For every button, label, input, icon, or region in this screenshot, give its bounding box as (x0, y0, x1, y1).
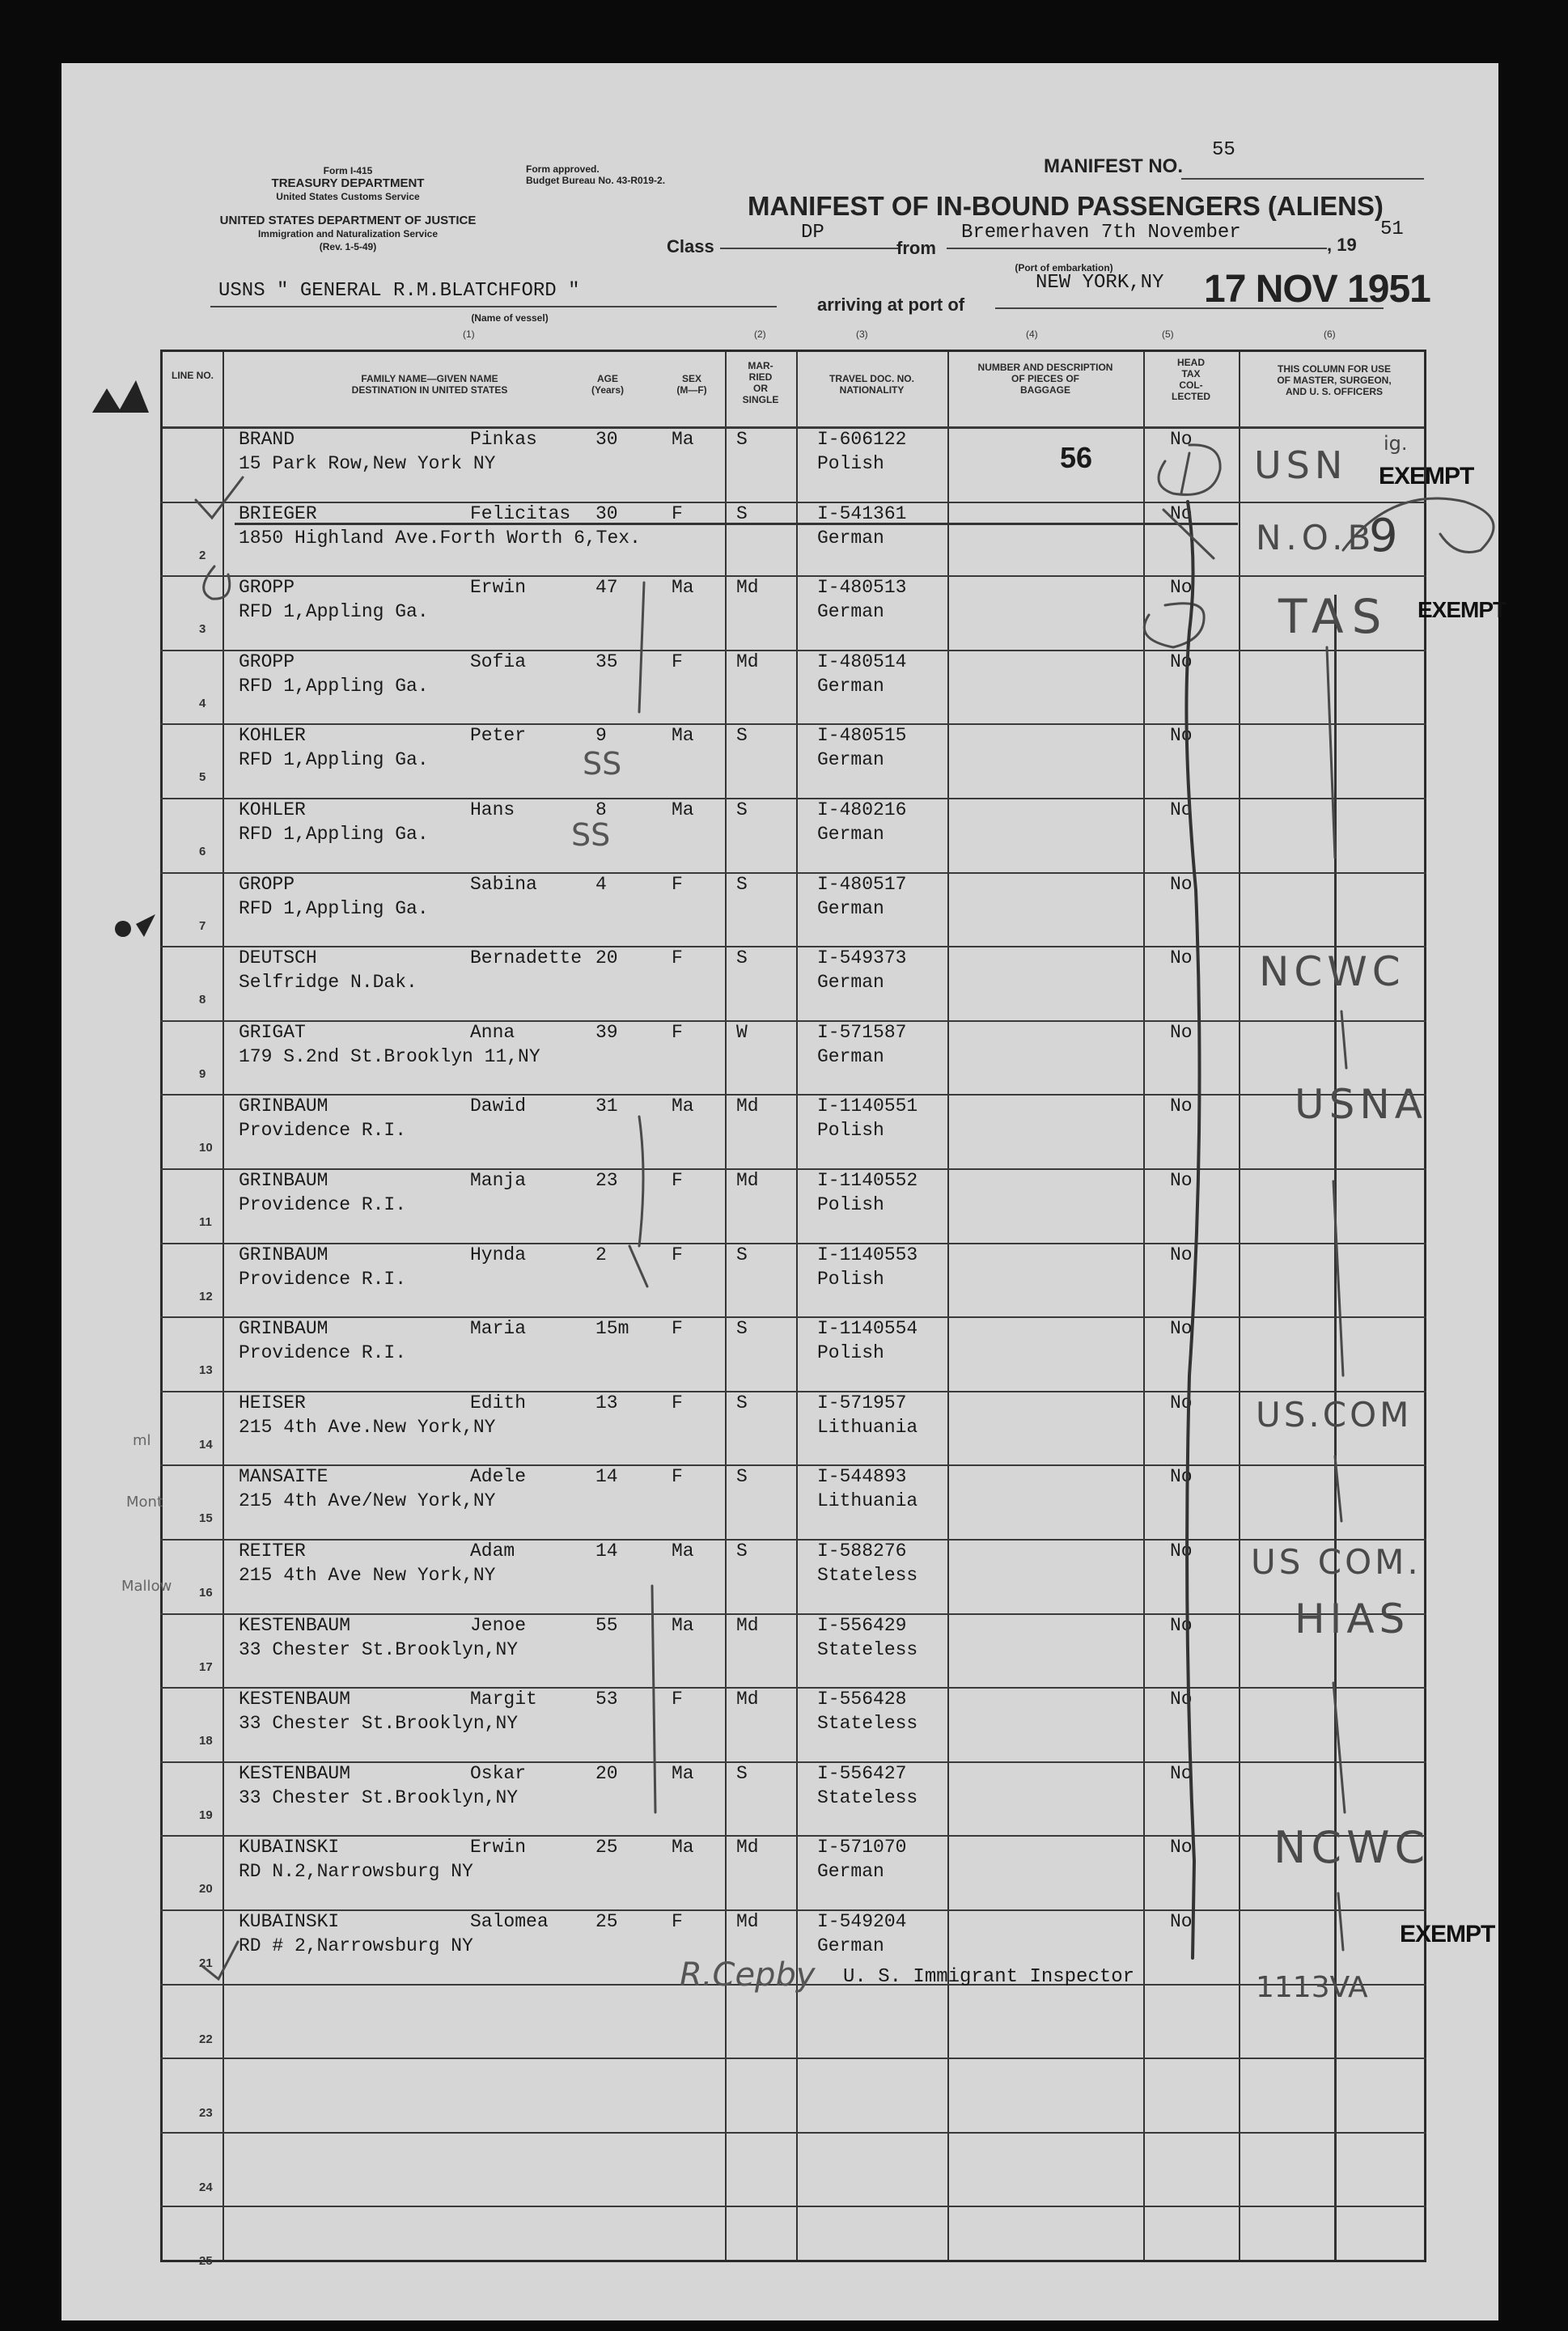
cell-marital-status: S (736, 502, 748, 524)
form-number: Form I-415 (323, 165, 373, 176)
cell-sex: F (672, 1170, 683, 1191)
cell-nationality: Stateless (817, 1638, 918, 1660)
cell-travel-doc-no: I-549204 (817, 1911, 907, 1932)
cell-given-name: Bernadette (470, 947, 583, 969)
cell-surname: KESTENBAUM (239, 1614, 351, 1636)
cell-sex: F (672, 947, 683, 969)
cell-travel-doc-no: I-480517 (817, 873, 907, 895)
cell-nationality: Stateless (817, 1713, 918, 1735)
cell-marital-status: Md (736, 1911, 759, 1932)
line-number: 10 (199, 1141, 213, 1155)
cell-nationality: German (817, 527, 884, 549)
cell-marital-status: S (736, 1318, 748, 1340)
cell-destination: RD N.2,Narrowsburg NY (239, 1861, 473, 1883)
line-number: 14 (199, 1437, 213, 1452)
cell-marital-status: Md (736, 651, 759, 672)
cell-head-tax: No (1170, 799, 1193, 820)
cell-given-name: Hans (470, 799, 515, 820)
class-label: Class (667, 236, 714, 256)
annotation-code: 1113VA (1256, 1971, 1368, 2004)
cell-head-tax: No (1170, 1911, 1193, 1932)
manifest-title: MANIFEST OF IN-BOUND PASSENGERS (ALIENS) (748, 191, 1384, 221)
annotation-ss: SS (571, 817, 611, 853)
cell-head-tax: No (1170, 1466, 1193, 1488)
annotation-ncwc: NCWC (1273, 1822, 1430, 1873)
margin-note: Mallow (121, 1578, 172, 1595)
header-sex: SEX (M—F) (676, 373, 707, 396)
cell-age: 20 (595, 1762, 618, 1784)
cell-sex: F (672, 1689, 683, 1710)
cell-age: 13 (595, 1392, 618, 1413)
cell-given-name: Sofia (470, 651, 527, 672)
cell-sex: Ma (672, 577, 694, 599)
cell-surname: GROPP (239, 873, 295, 895)
exempt-stamp: EXEMPT (1379, 463, 1474, 490)
cell-age: 15m (595, 1318, 629, 1340)
cell-marital-status: S (736, 1466, 748, 1488)
ins-service: Immigration and Naturalization Service (257, 228, 439, 239)
cell-sex: Ma (672, 429, 694, 450)
cell-nationality: German (817, 1861, 884, 1883)
cell-sex: F (672, 873, 683, 895)
exempt-stamp: EXEMPT (1418, 597, 1507, 622)
column-number: (3) (856, 328, 868, 340)
cell-surname: KUBAINSKI (239, 1837, 340, 1858)
cell-surname: MANSAITE (239, 1466, 328, 1488)
cell-age: 14 (595, 1541, 618, 1562)
form-revision: (Rev. 1-5-49) (319, 241, 377, 252)
cell-surname: DEUTSCH (239, 947, 317, 969)
cell-baggage: 56 (1060, 441, 1093, 474)
line-number: 2 (199, 548, 206, 562)
line-number: 18 (199, 1734, 213, 1748)
line-number: 17 (199, 1659, 213, 1674)
cell-destination: 179 S.2nd St.Brooklyn 11,NY (239, 1045, 540, 1067)
inspector-line: U. S. Immigrant Inspector (843, 1966, 1135, 1988)
cell-surname: GRINBAUM (239, 1318, 328, 1340)
cell-destination: 215 4th Ave/New York,NY (239, 1490, 496, 1512)
line-number: 15 (199, 1511, 213, 1526)
cell-travel-doc-no: I-480513 (817, 577, 907, 599)
cell-marital-status: Md (736, 1837, 759, 1858)
cell-age: 30 (595, 502, 618, 524)
cell-marital-status: Md (736, 1096, 759, 1117)
vessel-name: USNS " GENERAL R.M.BLATCHFORD " (218, 280, 580, 302)
cell-marital-status: S (736, 873, 748, 895)
header-line-no: LINE NO. (171, 370, 214, 381)
cell-nationality: Lithuania (817, 1416, 918, 1438)
cell-surname: HEISER (239, 1392, 306, 1413)
cell-nationality: Polish (817, 1194, 884, 1215)
cell-travel-doc-no: I-571587 (817, 1021, 907, 1043)
cell-travel-doc-no: I-571070 (817, 1837, 907, 1858)
header-name: FAMILY NAME—GIVEN NAME DESTINATION IN UNITED STATES (351, 373, 508, 396)
cell-head-tax: No (1170, 1021, 1193, 1043)
from-value: Bremerhaven 7th November (961, 222, 1241, 244)
line-number: 13 (199, 1363, 213, 1378)
cell-given-name: Erwin (470, 1837, 527, 1858)
cell-given-name: Manja (470, 1170, 527, 1191)
cell-surname: GROPP (239, 651, 295, 672)
header-age: AGE (Years) (591, 373, 625, 396)
annotation-nob: N.O.B (1256, 518, 1376, 557)
cell-sex: Ma (672, 1614, 694, 1636)
annotation-hias: HIAS (1295, 1596, 1410, 1642)
cell-destination: 1850 Highland Ave.Forth Worth 6,Tex. (239, 527, 641, 549)
cell-surname: BRAND (239, 429, 295, 450)
line-number: 3 (199, 622, 206, 637)
inspector-signature: R.Cepby (680, 1956, 816, 1994)
cell-travel-doc-no: I-541361 (817, 502, 907, 524)
cell-travel-doc-no: I-556427 (817, 1762, 907, 1784)
annotation-ncwc: NCWC (1259, 948, 1405, 995)
cell-travel-doc-no: I-556429 (817, 1614, 907, 1636)
line-number: 25 (199, 2254, 213, 2269)
cell-marital-status: Md (736, 577, 759, 599)
cell-age: 20 (595, 947, 618, 969)
cell-surname: GRIGAT (239, 1021, 306, 1043)
header-travel-doc: TRAVEL DOC. NO. NATIONALITY (829, 373, 914, 396)
cell-head-tax: No (1170, 1541, 1193, 1562)
cell-travel-doc-no: I-571957 (817, 1392, 907, 1413)
cell-sex: Ma (672, 799, 694, 820)
cell-destination: 215 4th Ave New York,NY (239, 1565, 496, 1586)
cell-age: 14 (595, 1466, 618, 1488)
cell-age: 30 (595, 429, 618, 450)
cell-head-tax: No (1170, 1170, 1193, 1191)
column-number: (1) (463, 328, 475, 340)
cell-nationality: Polish (817, 1268, 884, 1290)
arrival-port: NEW YORK,NY (1036, 272, 1164, 294)
line-number: 19 (199, 1808, 213, 1822)
cell-travel-doc-no: I-606122 (817, 429, 907, 450)
cell-marital-status: S (736, 1244, 748, 1265)
cell-sex: F (672, 1318, 683, 1340)
line-number: 7 (199, 918, 206, 933)
cell-travel-doc-no: I-544893 (817, 1466, 907, 1488)
cell-nationality: Polish (817, 1120, 884, 1142)
budget-bureau: Budget Bureau No. 43-R019-2. (526, 175, 666, 186)
cell-head-tax: No (1170, 651, 1193, 672)
cell-nationality: German (817, 972, 884, 994)
cell-sex: F (672, 502, 683, 524)
cell-head-tax: No (1170, 873, 1193, 895)
line-number: 4 (199, 696, 206, 710)
from-label: from (896, 238, 936, 258)
cell-sex: Ma (672, 1096, 694, 1117)
cell-age: 55 (595, 1614, 618, 1636)
cell-travel-doc-no: I-480514 (817, 651, 907, 672)
cell-travel-doc-no: I-549373 (817, 947, 907, 969)
cell-head-tax: No (1170, 429, 1193, 450)
cell-travel-doc-no: I-480515 (817, 725, 907, 747)
cell-destination: Providence R.I. (239, 1120, 407, 1142)
cell-destination: 33 Chester St.Brooklyn,NY (239, 1713, 519, 1735)
cell-head-tax: No (1170, 947, 1193, 969)
cell-age: 25 (595, 1837, 618, 1858)
cell-given-name: Erwin (470, 577, 527, 599)
cell-given-name: Salomea (470, 1911, 549, 1932)
cell-destination: 215 4th Ave.New York,NY (239, 1416, 496, 1438)
annotation-us-com: US COM. (1251, 1542, 1422, 1582)
year-value: 51 (1380, 218, 1404, 240)
cell-nationality: German (817, 601, 884, 623)
cell-head-tax: No (1170, 1837, 1193, 1858)
cell-surname: BRIEGER (239, 502, 317, 524)
line-number: 12 (199, 1289, 213, 1303)
line-number: 20 (199, 1882, 213, 1897)
cell-given-name: Oskar (470, 1762, 527, 1784)
cell-destination: Providence R.I. (239, 1194, 407, 1215)
cell-surname: KESTENBAUM (239, 1689, 351, 1710)
line-number: 6 (199, 845, 206, 858)
cell-given-name: Jenoe (470, 1614, 527, 1636)
cell-marital-status: S (736, 1762, 748, 1784)
cell-head-tax: No (1170, 1614, 1193, 1636)
cell-head-tax: No (1170, 1689, 1193, 1710)
cell-age: 35 (595, 651, 618, 672)
cell-nationality: Stateless (817, 1786, 918, 1808)
annotation-tas: TAS (1278, 589, 1390, 644)
column-number: (4) (1026, 328, 1038, 340)
column-number: (2) (754, 328, 766, 340)
cell-sex: Ma (672, 725, 694, 747)
cell-age: 25 (595, 1911, 618, 1932)
annotation-usn: USN (1254, 443, 1348, 487)
cell-sex: F (672, 651, 683, 672)
line-number: 16 (199, 1586, 213, 1600)
cell-nationality: German (817, 749, 884, 771)
cell-destination: 33 Chester St.Brooklyn,NY (239, 1786, 519, 1808)
cell-age: 4 (595, 873, 607, 895)
cell-given-name: Adele (470, 1466, 527, 1488)
manifest-no: 55 (1212, 139, 1235, 161)
arriving-label: arriving at port of (817, 295, 965, 315)
annotation-usna: USNA (1295, 1081, 1427, 1128)
header-officers: THIS COLUMN FOR USE OF MASTER, SURGEON, AND U. S. OFFICERS (1277, 363, 1392, 397)
cell-destination: RD # 2,Narrowsburg NY (239, 1935, 473, 1956)
form-approved: Form approved. (526, 163, 600, 175)
cell-sex: F (672, 1244, 683, 1265)
cell-surname: KOHLER (239, 799, 306, 820)
annotation-nine: 9 (1369, 510, 1398, 562)
header-head-tax: HEAD TAX COL- LECTED (1172, 357, 1210, 402)
cell-sex: Ma (672, 1541, 694, 1562)
cell-travel-doc-no: I-588276 (817, 1541, 907, 1562)
cell-marital-status: S (736, 725, 748, 747)
cell-marital-status: W (736, 1021, 748, 1043)
cell-given-name: Anna (470, 1021, 515, 1043)
cell-head-tax: No (1170, 1392, 1193, 1413)
cell-age: 23 (595, 1170, 618, 1191)
cell-nationality: Stateless (817, 1565, 918, 1586)
line-number: 24 (199, 2180, 213, 2194)
cell-travel-doc-no: I-1140552 (817, 1170, 918, 1191)
cell-travel-doc-no: I-480216 (817, 799, 907, 820)
line-number: 11 (199, 1215, 212, 1229)
cell-marital-status: Md (736, 1614, 759, 1636)
cell-given-name: Pinkas (470, 429, 537, 450)
cell-nationality: Polish (817, 1342, 884, 1364)
cell-nationality: German (817, 1935, 884, 1956)
cell-destination: 15 Park Row,New York NY (239, 453, 496, 474)
cell-marital-status: Md (736, 1689, 759, 1710)
cell-surname: KESTENBAUM (239, 1762, 351, 1784)
manifest-no-label: MANIFEST NO. (1044, 155, 1183, 177)
line-number: 22 (199, 2032, 213, 2046)
cell-head-tax: No (1170, 502, 1193, 524)
cell-given-name: Edith (470, 1392, 527, 1413)
exempt-stamp: EXEMPT (1400, 1921, 1495, 1947)
embarkation-label: (Port of embarkation) (1015, 262, 1113, 273)
cell-age: 31 (595, 1096, 618, 1117)
line-number: 23 (199, 2106, 213, 2121)
arrival-date-stamp: 17 NOV 1951 (1204, 268, 1430, 311)
cell-destination: Providence R.I. (239, 1268, 407, 1290)
cell-marital-status: S (736, 947, 748, 969)
cell-surname: GRINBAUM (239, 1170, 328, 1191)
cell-surname: GRINBAUM (239, 1244, 328, 1265)
cell-nationality: German (817, 897, 884, 919)
cell-nationality: German (817, 675, 884, 697)
cell-nationality: Lithuania (817, 1490, 918, 1512)
column-number: (6) (1324, 328, 1336, 340)
year-prefix: , 19 (1327, 235, 1357, 255)
cell-surname: KOHLER (239, 725, 306, 747)
cell-head-tax: No (1170, 1096, 1193, 1117)
cell-sex: F (672, 1466, 683, 1488)
cell-age: 47 (595, 577, 618, 599)
cell-sex: Ma (672, 1762, 694, 1784)
cell-head-tax: No (1170, 1318, 1193, 1340)
cell-head-tax: No (1170, 1244, 1193, 1265)
cell-given-name: Margit (470, 1689, 537, 1710)
cell-destination: RFD 1,Appling Ga. (239, 897, 429, 919)
cell-travel-doc-no: I-1140553 (817, 1244, 918, 1265)
cell-surname: GRINBAUM (239, 1096, 328, 1117)
column-number: (5) (1162, 328, 1174, 340)
cell-nationality: Polish (817, 453, 884, 474)
cell-head-tax: No (1170, 577, 1193, 599)
cell-surname: KUBAINSKI (239, 1911, 340, 1932)
cell-travel-doc-no: I-1140551 (817, 1096, 918, 1117)
cell-sex: F (672, 1021, 683, 1043)
cell-marital-status: S (736, 1392, 748, 1413)
cell-surname: REITER (239, 1541, 306, 1562)
cell-age: 9 (595, 725, 607, 747)
cell-given-name: Hynda (470, 1244, 527, 1265)
cell-given-name: Sabina (470, 873, 537, 895)
margin-note: Mont (126, 1494, 163, 1511)
cell-marital-status: S (736, 799, 748, 820)
cell-nationality: German (817, 824, 884, 845)
cell-destination: RFD 1,Appling Ga. (239, 675, 429, 697)
cell-destination: RFD 1,Appling Ga. (239, 824, 429, 845)
annotation-ig: ig. (1384, 432, 1408, 455)
margin-note: ml (133, 1432, 151, 1449)
cell-age: 53 (595, 1689, 618, 1710)
cell-age: 39 (595, 1021, 618, 1043)
cell-head-tax: No (1170, 725, 1193, 747)
cell-destination: RFD 1,Appling Ga. (239, 601, 429, 623)
cell-destination: 33 Chester St.Brooklyn,NY (239, 1638, 519, 1660)
cell-given-name: Maria (470, 1318, 527, 1340)
cell-travel-doc-no: I-556428 (817, 1689, 907, 1710)
cell-age: 2 (595, 1244, 607, 1265)
cell-given-name: Felicitas (470, 502, 571, 524)
cell-marital-status: Md (736, 1170, 759, 1191)
cell-given-name: Peter (470, 725, 527, 747)
cell-marital-status: S (736, 1541, 748, 1562)
vessel-label: (Name of vessel) (471, 312, 549, 324)
class-value: DP (801, 222, 824, 244)
annotation-us-com: US.COM (1256, 1395, 1413, 1435)
cell-travel-doc-no: I-1140554 (817, 1318, 918, 1340)
cell-destination: Selfridge N.Dak. (239, 972, 417, 994)
cell-given-name: Dawid (470, 1096, 527, 1117)
annotation-ss: SS (583, 746, 622, 782)
cell-given-name: Adam (470, 1541, 515, 1562)
header-baggage: NUMBER AND DESCRIPTION OF PIECES OF BAGGAGE (977, 362, 1113, 396)
cell-sex: Ma (672, 1837, 694, 1858)
line-number: 9 (199, 1066, 206, 1081)
cell-age: 8 (595, 799, 607, 820)
treasury-dept: TREASURY DEPARTMENT (271, 176, 425, 190)
cell-marital-status: S (736, 429, 748, 450)
customs-service: United States Customs Service (276, 191, 420, 202)
cell-destination: Providence R.I. (239, 1342, 407, 1364)
line-number: 21 (199, 1956, 213, 1970)
line-number: 5 (199, 770, 206, 785)
cell-head-tax: No (1170, 1762, 1193, 1784)
line-number: 8 (199, 993, 206, 1007)
cell-sex: F (672, 1392, 683, 1413)
cell-sex: F (672, 1911, 683, 1932)
header-married: MAR- RIED OR SINGLE (742, 360, 779, 405)
cell-destination: RFD 1,Appling Ga. (239, 749, 429, 771)
cell-nationality: German (817, 1045, 884, 1067)
cell-surname: GROPP (239, 577, 295, 599)
justice-dept: UNITED STATES DEPARTMENT OF JUSTICE (219, 214, 477, 227)
